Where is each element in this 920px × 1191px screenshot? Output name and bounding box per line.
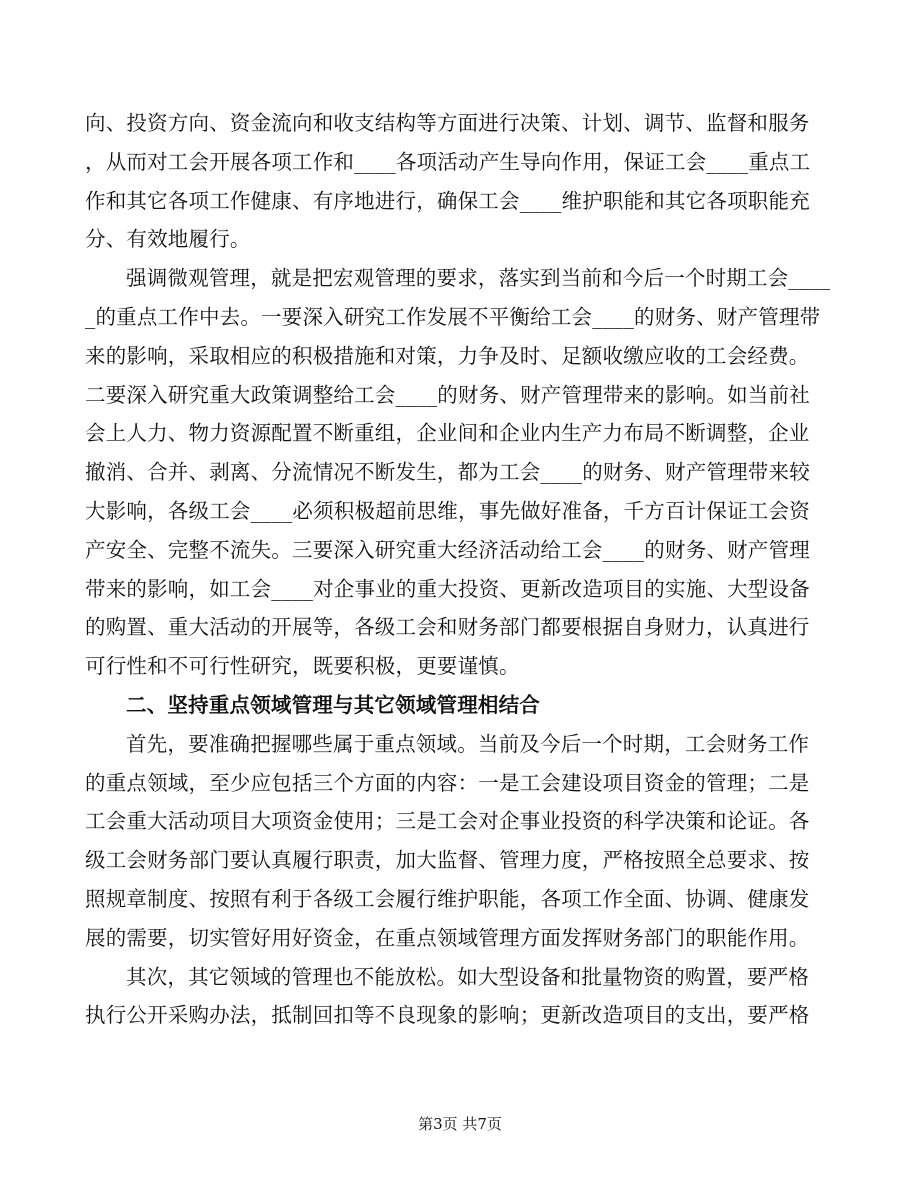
text-line: 工会重大活动项目大项资金使用；三是工会对企事业投资的科学决策和论证。各 (85, 809, 810, 834)
section-heading-text: 二、坚持重点领域管理与其它领域管理相结合 (126, 692, 540, 717)
text-line: 二要深入研究重大政策调整给工会____的财务、财产管理带来的影响。如当前社 (85, 382, 810, 407)
text-line: 首先，要准确把握哪些属于重点领域。当前及今后一个时期，工会财务工作 (126, 731, 810, 756)
text-line: 作和其它各项工作健康、有序地进行，确保工会____维护职能和其它各项职能充 (85, 188, 810, 213)
text-line: 展的需要，切实管好用好资金，在重点领域管理方面发挥财务部门的职能作用。 (85, 925, 810, 950)
text-line: 分、有效地履行。 (85, 227, 251, 252)
text-line: 其次，其它领域的管理也不能放松。如大型设备和批量物资的购置，要严格 (126, 964, 810, 989)
text-line: 级工会财务部门要认真履行职责，加大监督、管理力度，严格按照全总要求、按 (85, 848, 810, 873)
text-line: 会上人力、物力资源配置不断重组，企业间和企业内生产力布局不断调整，企业 (85, 421, 810, 446)
paragraph-micro-management (85, 259, 831, 686)
paragraph-key-areas (85, 725, 825, 958)
text-line: 的购置、重大活动的开展等，各级工会和财务部门都要根据自身财力，认真进行 (85, 615, 810, 640)
document-body (85, 104, 831, 1035)
text-line: 来的影响，采取相应的积极措施和对策，力争及时、足额收缴应收的工会经费。 (85, 343, 810, 368)
text-line: 的重点领域，至少应包括三个方面的内容：一是工会建设项目资金的管理；二是 (85, 770, 810, 795)
text-line: 向、投资方向、资金流向和收支结构等方面进行决策、计划、调节、监督和服务 (85, 111, 810, 135)
text-line: 执行公开采购办法，抵制回扣等不良现象的影响；更新改造项目的支出，要严格 (85, 1003, 810, 1028)
text-line: 照规章制度、按照有利于各级工会履行维护职能，各项工作全面、协调、健康发 (85, 886, 810, 911)
text-line: 带来的影响，如工会____对企事业的重大投资、更新改造项目的实施、大型设备 (85, 576, 810, 601)
text-line: 撤消、合并、剥离、分流情况不断发生，都为工会____的财务、财产管理带来较 (85, 460, 810, 485)
text-line: 大影响，各级工会____必须积极超前思维，事先做好准备，千方百计保证工会资 (85, 498, 810, 523)
text-line: _的重点工作中去。一要深入研究工作发展不平衡给工会____的财务、财产管理带 (85, 304, 821, 329)
text-line: 产安全、完整不流失。三要深入研究重大经济活动给工会____的财务、财产管理 (85, 537, 810, 562)
section-heading (85, 686, 825, 725)
text-line: 可行性和不可行性研究，既要积极，更要谨慎。 (85, 654, 520, 679)
page-number-footer: 第3页 共7页 (418, 1115, 502, 1133)
text-line: 强调微观管理，就是把宏观管理的要求，落实到当前和今后一个时期工会____ (126, 266, 831, 291)
text-line: ，从而对工会开展各项工作和____各项活动产生导向作用，保证工会____重点工 (85, 149, 811, 174)
paragraph-continuation (85, 104, 825, 259)
paragraph-other-areas (85, 958, 825, 1036)
